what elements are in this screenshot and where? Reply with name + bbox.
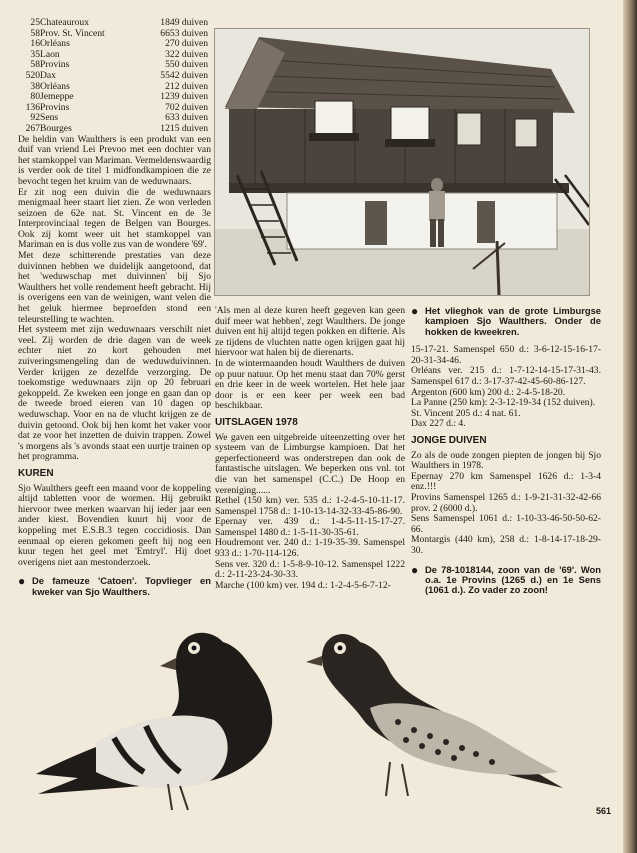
results-cell-place: 58 <box>30 27 40 39</box>
paragraph: De heldin van Waulthers is een produkt van een duif van vriend Lei Prevoo met een dochter van het stamkoppel van Mariman. Vermeldenswaardig is verder ook de titel 1 midfondkampioen die ze bevocht tegen het kruim van de weduwnaars. <box>18 133 211 187</box>
pigeons-illustration <box>18 612 593 827</box>
photo-caption-loft: ● Het vlieghok van de grote Limburgse kampioen Sjo Waulthers. Onder de hokken de kweekren. <box>411 304 601 337</box>
results-cell-name: Provins <box>40 101 70 113</box>
paragraph: Het systeem met zijn weduwnaars verschilt niet veel. Zij worden de drie dagen van de week echter niet zo kort gehouden met zuiveringsmengeling dan de weduwduivinnen. Verder krijgen ze dezelfde verzorging. De toekomstige weduwnaars zijn op 20 februari gekoppeld. Ze kweken een jonge en gaan dan op de tweede broed eieren van 10 dagen op weduwschap. Voor en na de vlucht krijgen ze de duivin getoond. Ook bij hen komt het vaker voor dat ze voor het inzetten de duivin trappen. Zowel 's morgens als 's avonds staat een uurtje trainen op het programma. <box>18 324 211 463</box>
results-cell-count: 1849 duiven <box>160 17 208 28</box>
result-line: Argenton (600 km) 200 d.: 2-4-5-18-20. <box>411 386 566 398</box>
results-cell-count: 550 duiven <box>165 59 208 71</box>
paragraph: In de wintermaanden houdt Waulthers de duiven op puur natuur. Op het menu staat dan 70% gerst en drie keer in de week wortelen. Het hele jaar door is er een keer per week een bad beschikbaar. <box>215 357 405 412</box>
results-cell-name: Bourges <box>40 122 72 134</box>
results-cell-place: 267 <box>25 122 40 134</box>
loft-photo <box>214 28 590 296</box>
loft-illustration <box>215 29 589 295</box>
results-cell-count: 270 duiven <box>165 38 208 50</box>
result-line: Zo als de oude zongen piepten de jongen bij Sjo Waulthers in 1978. <box>411 449 601 472</box>
result-line: Marche (100 km) ver. 194 d.: 1-2-4-5-6-7-12- <box>215 579 391 591</box>
page-number: 561 <box>596 806 612 816</box>
results-cell-count: 633 duiven <box>165 112 208 124</box>
paragraph: Sjo Waulthers geeft een maand voor de koppeling altijd tabletten voor de wormen. Hij gebruikt hiervoor twee merken waarvan hij ieder jaar een ander kiest. Bovendien kuurt hij voor de koppeling met E.S.B.3 tegen coccidiosis. Dan eenmaal op eieren gekomen geeft hij nog een kuur tegen het geel met 'Emtryl'. Hij doet overigens niet aan mestonderzoek. <box>18 482 211 568</box>
result-line: Epernay ver. 439 d.: 1-4-5-11-15-17-27. Samenspel 1480 d.: 1-5-11-30-35-61. <box>215 516 405 538</box>
pigeons-photo <box>18 612 593 827</box>
results-cell-name: Dax <box>40 69 56 81</box>
result-line: Houdremont ver. 240 d.: 1-19-35-39. Samenspel 933 d.: 1-70-114-126. <box>215 537 405 560</box>
result-line: Epernay 270 km Samenspel 1626 d.: 1-3-4 enz.!!! <box>411 470 601 493</box>
section-heading-jonge-duiven: JONGE DUIVEN <box>411 434 487 446</box>
results-cell-place: 80 <box>30 91 40 103</box>
results-cell-place: 25 <box>30 17 40 28</box>
results-row <box>18 124 208 135</box>
result-line: Sens Samenspel 1061 d.: 1-10-33-46-50-50-62-66. <box>411 513 601 535</box>
results-cell-place: 92 <box>30 112 40 124</box>
results-cell-name: Sens <box>40 112 59 124</box>
bullet-icon: ● <box>411 562 419 577</box>
results-row <box>18 18 208 29</box>
result-line: La Panne (250 km): 2-3-12-19-34 (152 duiven). <box>411 397 596 409</box>
results-row <box>18 71 208 82</box>
results-cell-name: Prov. St. Vincent <box>40 27 105 39</box>
results-cell-place: 38 <box>30 80 40 92</box>
results-cell-name: Orléans <box>40 38 70 50</box>
results-cell-count: 702 duiven <box>165 101 208 113</box>
paragraph: We gaven een uitgebreide uiteenzetting over het systeem van de Limburgse kampioen. Dat het geperfectioneerd was onderstrepen dan ook de fantastische uitslagen. We beperken ons vnl. tot die van het samenspel (C.C.) De Hoop en vereniging...... <box>215 431 405 496</box>
result-line: Sens ver. 320 d.: 1-5-8-9-10-12. Samenspel 1222 d.: 2-11-23-24-30-33. <box>215 558 405 581</box>
result-line: St. Vincent 205 d.: 4 nat. 61. <box>411 407 521 419</box>
result-line: Provins Samenspel 1265 d.: 1-9-21-31-32-42-66 prov. 2 (6000 d.). <box>411 491 601 514</box>
results-table <box>18 18 208 135</box>
results-cell-name: Chateauroux <box>40 17 90 28</box>
results-cell-name: Orléans <box>40 80 70 92</box>
photo-caption-son: ● De 78-1018144, zoon van de '69'. Won o.a. 1e Provins (1265 d.) en 1e Sens (1061 d.). Zo vader zo zoon! <box>411 562 601 596</box>
results-cell-place: 58 <box>30 59 40 71</box>
page-edge <box>623 0 637 853</box>
results-cell-place: 35 <box>30 48 40 60</box>
results-cell-name: Laon <box>40 48 60 60</box>
results-cell-place: 520 <box>25 69 40 81</box>
results-cell-count: 1239 duiven <box>160 91 208 103</box>
result-line: Orléans ver. 215 d.: 1-7-12-14-15-17-31-43. Samenspel 617 d.: 3-17-37-42-45-60-86-127. <box>411 365 601 387</box>
column-middle <box>215 306 405 591</box>
result-line: Montargis (440 km), 258 d.: 1-8-14-17-18-29-30. <box>411 534 601 556</box>
paragraph: 'Als men al deze kuren heeft gegeven kan geen duif meer wat hebben', zegt Waulthers. De jonge duiven ent hij altijd tegen pokken en difterie. Als ze tijdens de vluchten natte ogen krijgen gaat hij hiervoor wat halen bij de dierenarts. <box>215 305 405 359</box>
results-cell-name: Jemeppe <box>40 91 74 103</box>
results-cell-count: 1215 duiven <box>160 122 208 134</box>
paragraph: Er zit nog een duivin die de weduwnaars menigmaal heer staart liet zien. Ze won verleden seizoen de 62e nat. St. Vincent en de 3e Interprovinciaal tegen de Belgen van Bourges. Ook zij komt weer uit het stamkoppel van Mariman en is dus volle zus van de wondere '69'. <box>18 186 211 251</box>
results-cell-count: 212 duiven <box>165 80 208 92</box>
bullet-icon: ● <box>18 574 26 589</box>
results-cell-count: 322 duiven <box>165 48 208 60</box>
result-line: Dax 227 d.: 4. <box>411 418 466 430</box>
results-cell-place: 16 <box>30 38 40 50</box>
paragraph: Met deze schitterende prestaties van deze duivinnen hebben we duidelijk aangetoond, dat het 'weduwschap met duivinnen' bij Sjo Waulthers het volle rendement heeft gebracht. Hij is overigens een van de weinigen, want velen die het geluk hiermee beproefden stond een teleurstelling te wachten. <box>18 250 211 325</box>
section-heading-kuren: KUREN <box>18 467 54 479</box>
results-cell-count: 6653 duiven <box>160 27 208 39</box>
results-cell-place: 136 <box>25 101 40 113</box>
result-line: Rethel (150 km) ver. 535 d.: 1-2-4-5-10-11-17. Samenspel 1758 d.: 1-10-13-14-32-33-45-86-90. <box>215 495 405 517</box>
results-cell-name: Provins <box>40 59 70 71</box>
column-right <box>411 306 601 596</box>
column-left <box>18 18 211 597</box>
result-line: 15-17-21. Samenspel 650 d.: 3-6-12-15-16-17-20-31-34-46. <box>411 344 601 366</box>
bullet-icon: ● <box>411 304 419 318</box>
results-cell-count: 5542 duiven <box>160 69 208 81</box>
section-heading-uitslagen: UITSLAGEN 1978 <box>215 416 298 428</box>
photo-caption-catoen: ● De fameuze 'Catoen'. Topvlieger en kweker van Sjo Waulthers. <box>18 574 211 597</box>
